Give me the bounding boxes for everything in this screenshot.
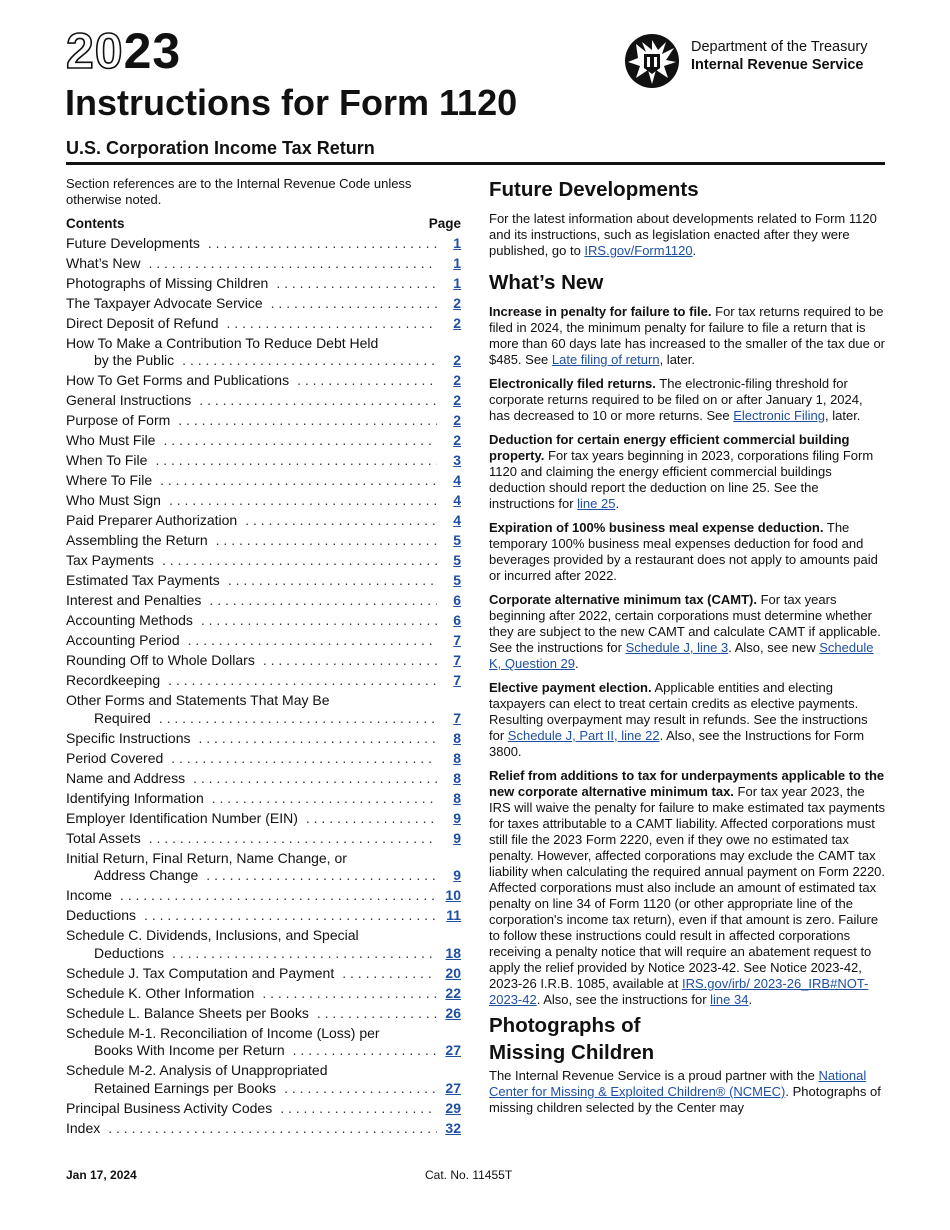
toc-item[interactable] (66, 790, 461, 808)
toc-item-page-link[interactable]: 5 (453, 532, 461, 548)
toc-item[interactable] (66, 235, 461, 253)
toc-item-title-line1: Other Forms and Statements That May Be (66, 692, 330, 708)
schedule-j-line22-link[interactable]: Schedule J, Part II, line 22 (507, 728, 660, 743)
toc-item[interactable] (66, 335, 461, 370)
catalog-number: Cat. No. 11455T (425, 1168, 513, 1182)
toc-item[interactable] (66, 632, 461, 650)
form1120-link[interactable]: IRS.gov/Form1120 (584, 243, 693, 258)
toc-item-page-link[interactable]: 26 (445, 1004, 461, 1021)
toc-item[interactable] (66, 295, 461, 313)
toc-item[interactable] (66, 692, 461, 727)
toc-item[interactable] (66, 830, 461, 848)
toc-item-title: Photographs of Missing Children . . . (66, 275, 437, 293)
toc-item-title-line2: Deductions (94, 944, 165, 961)
whats-new-elective: Elective payment election. Applicable entities and electing taxpayers can elect to treat certain credits as elective payments. Resulting overpayment may result in refunds. See the instructions for Schedule J, Part II, line 22. Also, see the Instructions for Form 3800. (489, 680, 868, 759)
toc-item-page-link[interactable]: 22 (445, 984, 461, 1001)
toc-item-title: Rounding Off to Whole Dollars . . . (66, 652, 437, 670)
toc-item-title: Total Assets . . . (66, 830, 437, 848)
toc-item[interactable] (66, 1100, 461, 1118)
intro-note: Section references are to the Internal Revenue Code unless otherwise noted. (66, 176, 412, 207)
toc-item-title-line1: How To Make a Contribution To Reduce Debt Held (66, 334, 379, 351)
whats-new-penalty: Increase in penalty for failure to file. For tax returns required to be filed in 2024, the minimum penalty for failure to file a return that is more than 60 days late has increased to the smaller of the tax due or $485. See Late filing of return, later. (489, 304, 886, 367)
page-title: Instructions for Form 1120 (65, 82, 518, 123)
toc-item-title: Interest and Penalties . . . (66, 592, 437, 610)
toc-item-title: Accounting Methods . . . (66, 612, 437, 630)
toc-item[interactable] (66, 315, 461, 333)
toc-item-title: Future Developments . . . (66, 235, 437, 253)
toc-item-page-link[interactable]: 29 (445, 1099, 461, 1116)
toc-item-title: Where To File . . . (66, 472, 437, 490)
toc-item[interactable] (66, 532, 461, 550)
department-block (691, 38, 868, 74)
toc-item[interactable] (66, 1120, 461, 1138)
line34-link[interactable]: line 34 (710, 992, 749, 1007)
toc-item-title: Specific Instructions . . . (66, 730, 437, 748)
header-divider (66, 162, 885, 165)
toc-page-label: Page (428, 216, 461, 231)
toc-item-page-link[interactable]: 6 (453, 592, 461, 608)
toc-item[interactable] (66, 612, 461, 630)
toc-item[interactable] (66, 730, 461, 748)
toc-item-title: Deductions . . . (66, 907, 437, 925)
toc-item-page-link[interactable]: 7 (453, 652, 461, 668)
toc-item-page-link[interactable]: 2 (453, 412, 461, 428)
toc-item[interactable] (66, 552, 461, 570)
department-name: Department of the Treasury (691, 39, 868, 55)
whats-new-relief: Relief from additions to tax for underpayments applicable to the new corporate alternative minimum tax. For tax year 2023, the IRS will waive the penalty for failure to make estimated tax payments for taxes attributable to a CAMT liability. Affected corporations must still file the 2023 Form 2220, even if they owe no estimated tax penalty. However, affected corporations may exclude the CAMT tax liability when calculating the required annual payment on Form 2220. Affected corporations must also include an amount of estimated tax penalty on line 34 of Form 1120 (or other appropriate line of the corporation's income tax return), even if that amount is zero. Failure to follow these instructions could result in affected corporations receiving a penalty notice that will require an abatement request to apply the relief provided by Notice 2023-42. See Notice 2023-42, 2023-26 I.R.B. 1085, available at IRS.gov/irb/ 2023-26_IRB#NOT-2023-42. Also, see the instructions for line 34. (489, 768, 886, 1007)
whats-new-energy: Deduction for certain energy efficient commercial building property. For tax years beginning in 2023, corporations filing Form 1120 and claiming the energy efficient commercial buildings deduction should report the deduction on line 25. See the instructions for line 25. (489, 432, 874, 511)
toc-item[interactable] (66, 810, 461, 828)
toc-item-page-link[interactable]: 2 (453, 372, 461, 388)
toc-item[interactable] (66, 392, 461, 410)
toc-item-title: Estimated Tax Payments . . . (66, 572, 437, 590)
toc-item-title-line2: Books With Income per Return (94, 1042, 285, 1058)
toc-item[interactable] (66, 412, 461, 430)
toc-item-title: Income . . . (66, 887, 437, 905)
future-developments-heading: Future Developments (489, 178, 699, 201)
toc-item-title: Employer Identification Number (EIN) . . . (66, 810, 437, 828)
toc-item-title: Schedule K. Other Information . . . (66, 985, 437, 1003)
toc-item[interactable] (66, 512, 461, 530)
toc-item-page-link[interactable]: 2 (453, 294, 461, 311)
toc-item-page-link[interactable]: 2 (453, 432, 461, 448)
toc-item-page-link[interactable]: 2 (453, 392, 461, 408)
toc-item-title (66, 850, 437, 885)
toc-item[interactable] (66, 572, 461, 590)
toc-item-page-link[interactable]: 27 (445, 1079, 461, 1096)
toc-item-page-link[interactable]: 27 (445, 1042, 461, 1058)
toc-item-page-link[interactable]: 1 (453, 254, 461, 271)
toc-item-page-link[interactable]: 5 (453, 552, 461, 568)
toc-item-page-link[interactable]: 4 (453, 492, 461, 508)
toc-item[interactable] (66, 592, 461, 610)
toc-item-page-link[interactable]: 9 (453, 809, 461, 826)
toc-item-title: General Instructions . . . (66, 392, 437, 410)
toc-item[interactable] (66, 887, 461, 905)
main-content (489, 176, 886, 1124)
toc-item-title: Identifying Information . . . (66, 790, 437, 808)
toc-item-title: Purpose of Form . . . (66, 412, 437, 430)
toc-item[interactable] (66, 1062, 461, 1097)
toc-item-title: Tax Payments . . . (66, 552, 437, 570)
schedule-k-q29-link[interactable]: Schedule K, Question 29 (489, 640, 874, 671)
toc-item-page-link[interactable]: 2 (453, 314, 461, 331)
toc-item-title: How To Get Forms and Publications . . . (66, 372, 437, 390)
toc-item[interactable] (66, 275, 461, 293)
table-of-contents (66, 216, 461, 1137)
toc-item-title: Principal Business Activity Codes . . . (66, 1100, 437, 1118)
toc-item-page-link[interactable]: 8 (453, 769, 461, 786)
irs-eagle-logo-icon (622, 32, 686, 90)
toc-item[interactable] (66, 432, 461, 450)
toc-item-title (66, 927, 437, 962)
toc-item-title: Who Must Sign . . . (66, 492, 437, 510)
toc-item-page-link[interactable]: 8 (453, 729, 461, 746)
toc-item[interactable] (66, 652, 461, 670)
toc-item-page-link[interactable]: 7 (453, 672, 461, 688)
toc-item-title: What’s New . . . (66, 255, 437, 273)
toc-item-title (66, 1025, 437, 1060)
toc-contents-label: Contents (66, 216, 125, 231)
toc-item-page-link[interactable]: 7 (453, 709, 461, 726)
electronic-filing-link[interactable]: Electronic Filing (733, 408, 826, 423)
toc-item-title-line2: Address Change (94, 867, 199, 883)
toc-item-page-link[interactable]: 10 (445, 887, 461, 903)
whats-new-efile: Electronically filed returns. The electronic-filing threshold for corporate returns required to be filed on or after January 1, 2024, has decreased to 10 or more returns. See Electronic Filing, later. (489, 376, 863, 423)
toc-item-page-link[interactable]: 2 (453, 352, 461, 368)
toc-item-page-link[interactable]: 20 (445, 964, 461, 981)
toc-item-title-line1: Initial Return, Final Return, Name Change, or (66, 849, 347, 866)
toc-item[interactable] (66, 907, 461, 925)
toc-item-title: Name and Address . . . (66, 770, 437, 788)
toc-item-title: Direct Deposit of Refund . . . (66, 315, 437, 333)
toc-item-page-link[interactable]: 9 (453, 867, 461, 883)
footer-date: Jan 17, 2024 (66, 1168, 137, 1182)
toc-item-page-link[interactable]: 4 (453, 512, 461, 528)
toc-item[interactable] (66, 750, 461, 768)
toc-item-title: Schedule L. Balance Sheets per Books . . . (66, 1005, 437, 1023)
toc-item[interactable] (66, 492, 461, 510)
toc-item-title-line1: Schedule M-1. Reconciliation of Income (Loss) per (66, 1024, 380, 1041)
toc-item[interactable] (66, 850, 461, 885)
ncmec-link[interactable]: National Center for Missing & Exploited Children® (NCMEC) (489, 1068, 867, 1099)
whats-new-meal: Expiration of 100% business meal expense deduction. The temporary 100% business meal expenses deduction for food and beverages provided by a restaurant does not apply to amounts paid or incurred after 2022. (489, 520, 878, 583)
toc-item-page-link[interactable]: 3 (453, 452, 461, 468)
page-subtitle: U.S. Corporation Income Tax Return (66, 138, 375, 158)
toc-header (66, 216, 461, 232)
schedule-j-line3-link[interactable]: Schedule J, line 3 (625, 640, 729, 655)
toc-item-title-line2: Retained Earnings per Books (94, 1079, 277, 1096)
toc-item-title-line2: Required (94, 709, 151, 726)
toc-item-page-link[interactable]: 11 (446, 907, 461, 923)
toc-item-page-link[interactable]: 6 (453, 612, 461, 628)
toc-item-page-link[interactable]: 1 (453, 234, 461, 251)
toc-item[interactable] (66, 770, 461, 788)
toc-item-title (66, 692, 437, 727)
toc-item[interactable] (66, 985, 461, 1003)
year-outline: 20 (66, 23, 124, 79)
toc-item[interactable] (66, 965, 461, 983)
toc-item-title: The Taxpayer Advocate Service . . . (66, 295, 437, 313)
late-filing-link[interactable]: Late filing of return (551, 352, 660, 367)
agency-name: Internal Revenue Service (691, 57, 864, 73)
toc-list (66, 235, 461, 1138)
future-developments-text: For the latest information about developments related to Form 1120 and its instructions, such as legislation enacted after they were published, go to IRS.gov/Form1120. (489, 211, 877, 258)
toc-item-title: Recordkeeping . . . (66, 672, 437, 690)
toc-item[interactable] (66, 1005, 461, 1023)
toc-item-page-link[interactable]: 5 (453, 572, 461, 588)
year-title (66, 23, 182, 79)
toc-item-page-link[interactable]: 4 (453, 472, 461, 488)
toc-item[interactable] (66, 452, 461, 470)
toc-item-page-link[interactable]: 1 (453, 274, 461, 291)
toc-item-title: Accounting Period . . . (66, 632, 437, 650)
toc-item-title-line1: Schedule M-2. Analysis of Unappropriated (66, 1062, 328, 1078)
toc-item[interactable] (66, 255, 461, 273)
toc-item-title: Who Must File . . . (66, 432, 437, 450)
whats-new-camt: Corporate alternative minimum tax (CAMT). For tax years beginning after 2022, certain corporations must determine whether they are subject to the new CAMT and calculate CAMT if applicable. See the instructions for Schedule J, line 3. Also, see new Schedule K, Question 29. (489, 592, 881, 671)
toc-item-page-link[interactable]: 32 (445, 1119, 461, 1136)
toc-item-page-link[interactable]: 8 (453, 789, 461, 806)
toc-item-title: Index . . . (66, 1120, 437, 1138)
toc-item-title: Assembling the Return . . . (66, 532, 437, 550)
missing-children-text: The Internal Revenue Service is a proud partner with the National Center for Missing & Exploited Children® (NCMEC). Photographs of missing children selected by the Center may (489, 1068, 881, 1115)
toc-item-title: Paid Preparer Authorization . . . (66, 512, 437, 530)
toc-item[interactable] (66, 472, 461, 490)
toc-item-title-line1: Schedule C. Dividends, Inclusions, and Special (66, 927, 359, 943)
year-bold: 23 (123, 23, 182, 79)
toc-item-page-link[interactable]: 9 (453, 829, 461, 846)
toc-item-page-link[interactable]: 8 (453, 749, 461, 766)
toc-item-page-link[interactable]: 18 (445, 944, 461, 961)
toc-item-title: When To File . . . (66, 452, 437, 470)
toc-item[interactable] (66, 1025, 461, 1060)
toc-item-title-line2: by the Public (94, 352, 175, 368)
toc-item[interactable] (66, 672, 461, 690)
toc-item-page-link[interactable]: 7 (453, 632, 461, 648)
toc-item-title (66, 335, 437, 370)
toc-item-title: Schedule J. Tax Computation and Payment . . . (66, 965, 437, 983)
toc-item[interactable] (66, 927, 461, 962)
line25-link[interactable]: line 25 (577, 496, 616, 511)
whats-new-heading: What’s New (489, 271, 604, 294)
toc-item-title (66, 1062, 437, 1097)
toc-item[interactable] (66, 372, 461, 390)
toc-item-title: Period Covered . . . (66, 750, 437, 768)
missing-children-heading: Photographs of Missing Children (489, 1014, 655, 1064)
irb-link[interactable]: IRS.gov/irb/ 2023-26_IRB#NOT-2023-42 (489, 976, 869, 1007)
